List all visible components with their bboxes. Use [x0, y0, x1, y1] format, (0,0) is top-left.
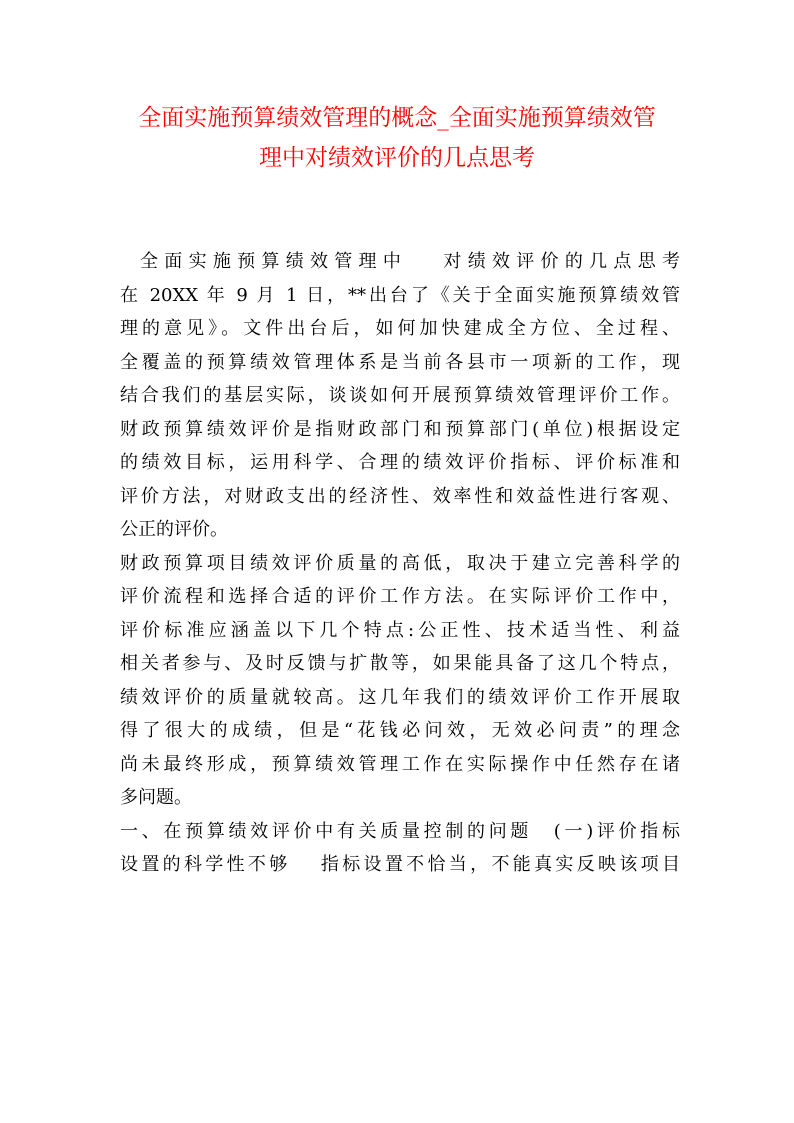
- body-line: 全覆盖的预算绩效管理体系是当前各县市一项新的工作，现: [120, 351, 680, 373]
- body-line: 财政预算绩效评价是指财政部门和预算部门(单位)根据设定: [120, 418, 680, 440]
- body-line: 结合我们的基层实际，谈谈如何开展预算绩效管理评价工作。: [120, 385, 680, 406]
- body-line: 财政预算项目绩效评价质量的高低，取决于建立完善科学的: [120, 552, 680, 574]
- body-line: 设置的科学性不够 指标设置不恰当，不能真实反映该项目: [120, 854, 680, 875]
- body-line: 相关者参与、及时反馈与扩散等，如果能具备了这几个特点，: [120, 653, 680, 674]
- body-line: 全面实施预算绩效管理中 对绩效评价的几点思考: [140, 251, 680, 272]
- body-line: 的绩效目标，运用科学、合理的绩效评价指标、评价标准和: [120, 452, 680, 473]
- document-body: [120, 245, 680, 882]
- body-line: 公正的评价。: [120, 519, 228, 540]
- body-line: 多问题。: [120, 787, 192, 808]
- body-line: 评价流程和选择合适的评价工作方法。在实际评价工作中，: [120, 586, 680, 607]
- body-line: 尚未最终形成，预算绩效管理工作在实际操作中任然存在诸: [120, 753, 680, 775]
- body-line: 理的意见》。文件出台后，如何加快建成全方位、全过程、: [120, 318, 680, 339]
- document-title-line-1: 全面实施预算绩效管理的概念_全面实施预算绩效管: [138, 105, 656, 131]
- body-line: 一、在预算绩效评价中有关质量控制的问题 (一)评价指标: [120, 820, 680, 842]
- document-title-line-2: 理中对绩效评价的几点思考: [259, 145, 535, 171]
- body-line: 在 20XX 年 9 月 1 日，**出台了《关于全面实施预算绩效管: [120, 284, 680, 306]
- body-line: 绩效评价的质量就较高。这几年我们的绩效评价工作开展取: [120, 686, 680, 708]
- body-line: 评价标准应涵盖以下几个特点:公正性、技术适当性、利益: [120, 619, 680, 641]
- body-line: 评价方法，对财政支出的经济性、效率性和效益性进行客观、: [120, 485, 680, 507]
- body-line: 得了很大的成绩，但是“花钱必问效，无效必问责”的理念: [120, 720, 680, 741]
